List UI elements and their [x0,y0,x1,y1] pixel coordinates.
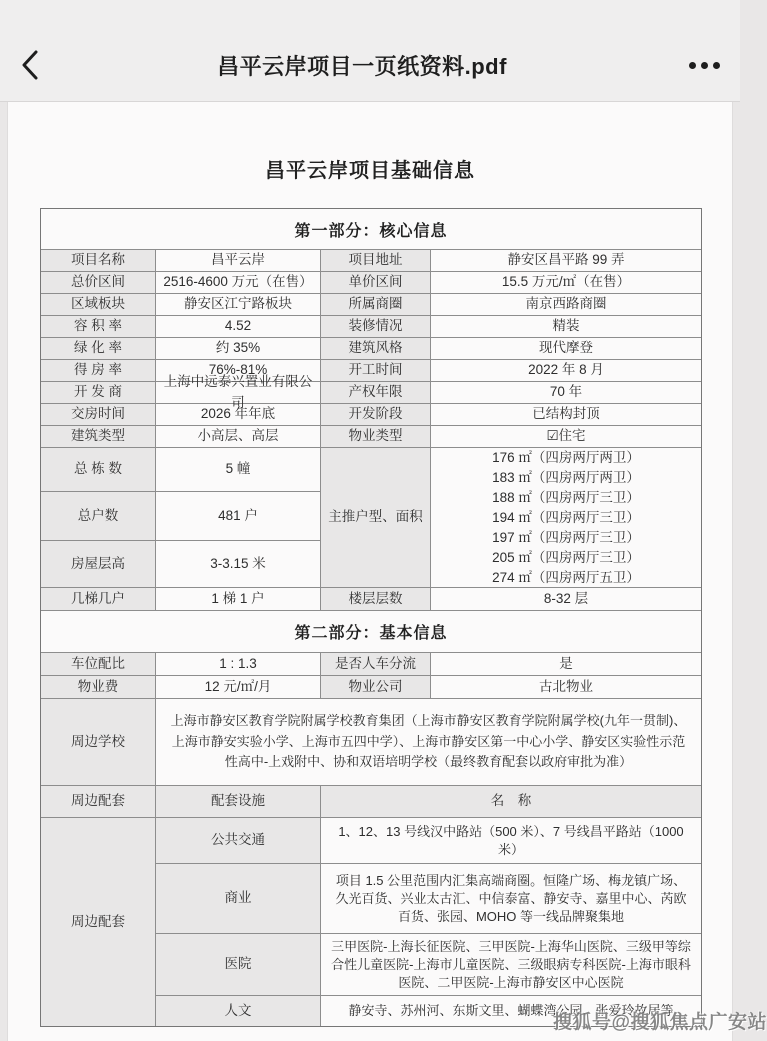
label-property-years: 产权年限 [321,382,431,404]
row-facility-header [41,786,701,818]
section-header-part1: 第一部分：核心信息 [41,209,701,250]
sohu-watermark: 搜狐号@搜狐焦点广安站 [553,1012,767,1033]
label-parking-ratio: 车位配比 [41,653,156,676]
file-title: 昌平云岸项目一页纸资料.pdf [217,53,507,79]
row-project-name [41,250,701,272]
label-property-type: 物业类型 [321,426,431,448]
label-yield-rate: 得 房 率 [41,360,156,382]
merged-units-section [41,448,701,588]
label-total-households: 总户数 [41,492,156,541]
value-property-company: 古北物业 [431,676,701,699]
label-project-name: 项目名称 [41,250,156,272]
value-property-type: ☑住宅 [431,426,701,448]
label-commerce: 商业 [156,864,321,934]
value-ped-vehicle-separation: 是 [431,653,701,676]
label-facility-type: 配套设施 [156,786,321,818]
unit-type: 176 ㎡（四房两厅两卫） [492,449,640,465]
value-plot-ratio: 4.52 [156,316,321,338]
label-facilities: 周边配套 [41,818,156,1026]
value-floor-height: 3-3.15 米 [156,541,321,588]
label-area-plate: 区域板块 [41,294,156,316]
row-delivery-date [41,404,701,426]
nav-bar [0,0,740,102]
value-yield-rate: 76%-81% [156,360,321,382]
value-area-plate: 静安区江宁路板块 [156,294,321,316]
value-business-circle: 南京西路商圈 [431,294,701,316]
label-facilities-group: 周边配套 [41,786,156,818]
label-delivery-date: 交房时间 [41,404,156,426]
label-hospital: 医院 [156,934,321,996]
chevron-left-icon [20,49,40,81]
section-header-part2: 第二部分：基本信息 [41,611,701,653]
label-property-company: 物业公司 [321,676,431,699]
value-project-address: 静安区昌平路 99 弄 [431,250,701,272]
value-transport: 1、12、13 号线汉中路站（500 米）、7 号线昌平路站（1000米） [321,818,701,864]
row-developer [41,374,701,410]
label-business-circle: 所属商圈 [321,294,431,316]
row-elevator-ratio [41,588,701,611]
document-title: 昌平云岸项目基础信息 [265,160,475,182]
row-total-price [41,272,701,294]
value-property-years: 70 年 [431,382,701,404]
unit-type: 194 ㎡（四房两厅三卫） [492,509,640,525]
row-nearby-schools [41,699,701,786]
label-nearby-schools: 周边学校 [41,699,156,786]
value-culture: 静安寺、苏州河、东斯文里、蝴蝶湾公园、张爱玲故居等 [348,1003,674,1018]
back-button[interactable] [20,45,56,85]
row-yield-rate [41,360,701,382]
value-parking-ratio: 1 : 1.3 [156,653,321,676]
value-unit-price: 15.5 万元/㎡（在售） [431,272,701,294]
value-building-type: 小高层、高层 [156,426,321,448]
facilities-section [41,818,701,1026]
value-nearby-schools: 上海市静安区教育学院附属学校教育集团（上海市静安区教育学院附属学校(九年一贯制)、上海市静安实验小学、上海市五四中学）、上海市静安区第一中心小学、静安区实验性示范性高中-上戏附中、协和双语培明学校（最终教育配套以政府审批为准） [156,699,701,786]
unit-type: 274 ㎡（四房两厅五卫） [492,569,640,585]
value-total-buildings: 5 幢 [156,448,321,492]
value-total-price: 2516-4600 万元（在售） [156,272,321,294]
unit-type: 197 ㎡（四房两厅三卫） [492,529,640,545]
ellipsis-icon [689,62,696,69]
row-area-plate [41,294,701,316]
label-building-type: 建筑类型 [41,426,156,448]
value-decoration: 精装 [431,316,701,338]
row-building-type [41,426,701,448]
unit-type: 205 ㎡（四房两厅三卫） [492,549,640,565]
label-dev-stage: 开发阶段 [321,404,431,426]
row-parking-ratio [41,653,701,676]
value-delivery-date: 2026 年年底 [156,404,321,426]
label-total-price: 总价区间 [41,272,156,294]
more-button[interactable] [668,45,720,85]
value-total-households: 481 户 [156,492,321,541]
unit-type: 188 ㎡（四房两厅三卫） [492,489,640,505]
label-elevator-ratio: 几梯几户 [41,588,156,611]
value-main-unit-types [431,448,701,588]
label-culture: 人文 [156,996,321,1026]
label-project-address: 项目地址 [321,250,431,272]
label-unit-price: 单价区间 [321,272,431,294]
label-arch-style: 建筑风格 [321,338,431,360]
label-greening-rate: 绿 化 率 [41,338,156,360]
row-greening-rate [41,338,701,360]
label-start-date: 开工时间 [321,360,431,382]
row-property-fee [41,676,701,699]
label-developer: 开 发 商 [41,382,156,404]
value-hospital: 三甲医院-上海长征医院、三甲医院-上海华山医院、三级甲等综合性儿童医院-上海市儿童医院、三级眼病专科医院-上海市眼科医院、二甲医院-上海市静安区中心医院 [321,934,701,996]
info-table [40,208,702,1027]
label-plot-ratio: 容 积 率 [41,316,156,338]
value-elevator-ratio: 1 梯 1 户 [156,588,321,611]
pdf-page [7,102,733,1041]
row-plot-ratio [41,316,701,338]
label-property-fee: 物业费 [41,676,156,699]
value-floor-count: 8-32 层 [431,588,701,611]
value-greening-rate: 约 35% [156,338,321,360]
label-facility-name: 名 称 [321,786,701,818]
unit-type: 183 ㎡（四房两厅两卫） [492,469,640,485]
label-floor-count: 楼层层数 [321,588,431,611]
label-floor-height: 房屋层高 [41,541,156,588]
label-decoration: 装修情况 [321,316,431,338]
value-property-fee: 12 元/㎡/月 [156,676,321,699]
value-project-name: 昌平云岸 [156,250,321,272]
value-dev-stage: 已结构封顶 [431,404,701,426]
label-transport: 公共交通 [156,818,321,864]
value-commerce: 项目 1.5 公里范围内汇集高端商圈。恒隆广场、梅龙镇广场、久光百货、兴业太古汇、中信泰富、静安寺、嘉里中心、芮欧百货、张园、MOHO 等一线品牌聚集地 [321,864,701,934]
value-developer: 上海中远泰兴置业有限公司 [156,382,321,404]
value-arch-style: 现代摩登 [431,338,701,360]
label-main-unit-types: 主推户型、面积 [321,448,431,588]
label-ped-vehicle-separation: 是否人车分流 [321,653,431,676]
value-start-date: 2022 年 8 月 [431,360,701,382]
label-total-buildings: 总 栋 数 [41,448,156,492]
